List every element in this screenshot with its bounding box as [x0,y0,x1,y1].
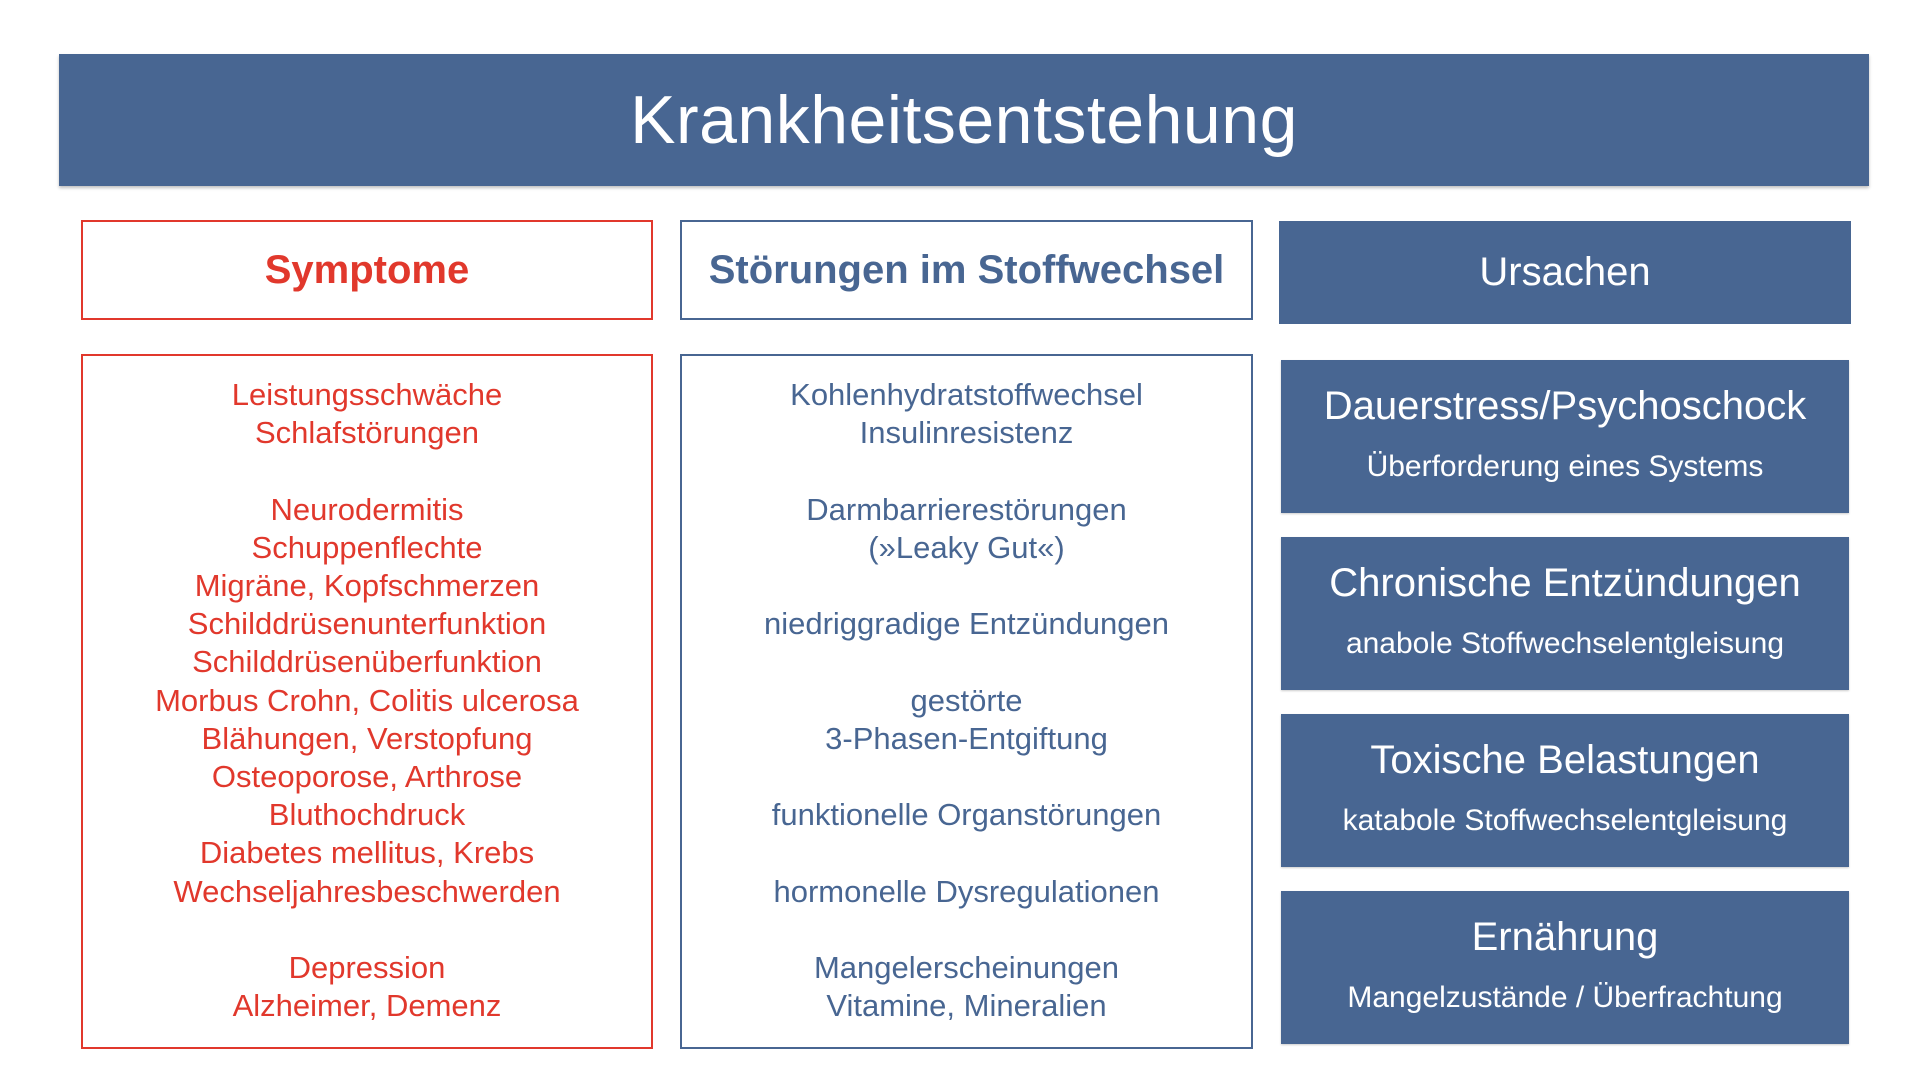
title-banner [59,54,1869,186]
spacer [682,834,1251,872]
cause-box-toxic [1281,714,1849,867]
symptom-item: Neurodermitis [270,491,464,527]
cause-title: Chronische Entzündungen [1329,561,1801,605]
cause-box-inflammation [1281,537,1849,690]
metabolism-item: gestörte [910,682,1023,718]
cause-title: Dauerstress/Psychoschock [1323,384,1807,428]
metabolism-header: Störungen im Stoffwechsel [680,220,1253,320]
metabolism-list [680,354,1253,1049]
metabolism-item: hormonelle Dysregulationen [773,873,1160,909]
cause-title: Toxische Belastungen [1370,738,1760,782]
cause-subtitle: Mangelzustände / Überfrachtung [1347,981,1783,1014]
symptom-item: Depression [288,950,446,986]
metabolism-item: (»Leaky Gut«) [868,529,1065,565]
symptom-item: Morbus Crohn, Colitis ulcerosa [155,682,579,718]
symptom-item: Wechseljahresbeschwerden [173,873,561,909]
metabolism-item: Darmbarrierestörungen [806,491,1127,527]
spacer [682,567,1251,605]
page-title: Krankheitsentstehung [630,82,1298,158]
spacer [83,911,651,949]
symptom-item: Migräne, Kopfschmerzen [194,568,540,603]
symptom-item: Schilddrüsenunterfunktion [187,606,547,642]
cause-title: Ernährung [1471,915,1659,959]
metabolism-item: Kohlenhydratstoffwechsel [790,377,1143,412]
metabolism-item: funktionelle Organstörungen [771,797,1162,833]
spacer [682,452,1251,490]
metabolism-item: Mangelerscheinungen [813,949,1120,985]
spacer [682,758,1251,796]
metabolism-item: 3-Phasen-Entgiftung [825,720,1108,756]
spacer [682,911,1251,949]
symptoms-list [81,354,653,1049]
symptom-item: Diabetes mellitus, Krebs [199,835,535,871]
symptom-item: Schilddrüsenüberfunktion [192,644,542,680]
metabolism-item: Insulinresistenz [859,415,1074,451]
symptom-item: Schlafstörungen [254,415,480,451]
spacer [83,452,651,490]
symptom-item: Bluthochdruck [268,797,466,833]
causes-header: Ursachen [1279,221,1851,324]
symptom-item: Leistungsschwäche [231,377,503,412]
cause-subtitle: anabole Stoffwechselentgleisung [1345,627,1785,660]
symptoms-header: Symptome [81,220,653,320]
cause-box-stress [1281,360,1849,513]
cause-subtitle: katabole Stoffwechselentgleisung [1342,804,1788,837]
cause-subtitle: Überforderung eines Systems [1366,450,1764,483]
cause-box-nutrition [1281,891,1849,1044]
metabolism-item: Vitamine, Mineralien [826,988,1107,1024]
symptom-item: Osteoporose, Arthrose [211,759,523,795]
symptom-item: Schuppenflechte [251,529,483,565]
symptom-item: Blähungen, Verstopfung [201,720,533,756]
spacer [682,643,1251,681]
symptom-item: Alzheimer, Demenz [232,988,502,1024]
metabolism-item: niedriggradige Entzündungen [763,606,1170,642]
